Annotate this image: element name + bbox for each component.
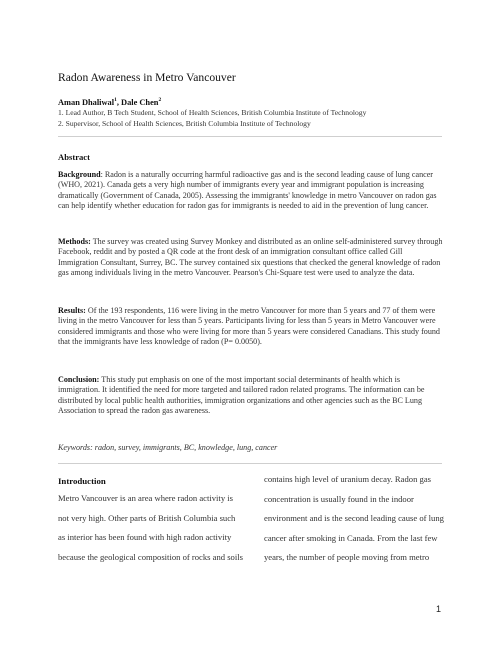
abstract-background xyxy=(58,170,444,212)
paragraph-label: Results: xyxy=(58,306,86,315)
paragraph-text: This study put emphasis on one of the most important social determinants of health which is immigration. It identified the need for more targeted and tailored radon related programs. The information can be distributed by local public health authorities, immigration organizations and other agencies such as the BC Lung Association to spread the radon gas awareness. xyxy=(58,375,425,416)
page-number: 1 xyxy=(436,604,442,614)
section-divider xyxy=(58,463,442,464)
author-name: Aman Dhaliwal xyxy=(58,97,115,107)
paragraph-label: Background xyxy=(58,170,101,179)
affiliation: 2. Supervisor, School of Health Sciences, British Columbia Institute of Technology xyxy=(58,119,311,128)
affiliation: 1. Lead Author, B Tech Student, School of Health Sciences, British Columbia Institute of Technology xyxy=(58,108,367,117)
abstract-heading: Abstract xyxy=(58,152,90,162)
author-name: Dale Chen xyxy=(121,97,159,107)
introduction-right-column: contains high level of uranium decay. Radon gas concentration is usually found in the indoor environment and is the second leading cause of lung cancer after smoking in Canada. From the last few years, the number of people moving from metro xyxy=(264,474,444,562)
keywords: Keywords: radon, survey, immigrants, BC, knowledge, lung, cancer xyxy=(58,443,278,452)
introduction-heading: Introduction xyxy=(58,476,106,486)
abstract-methods xyxy=(58,237,444,279)
paragraph-text: The survey was created using Survey Monkey and distributed as an online self-administered survey through Facebook, reddit and by posted a QR code at the front desk of an immigration consultant office called Gill Immigration Consultant, Surrey, BC. The survey contained six questions that checked the general knowledge of radon gas among individuals living in the metro Vancouver. Pearson's Chi-Square test were used to analyze the data. xyxy=(58,237,443,278)
paper-title: Radon Awareness in Metro Vancouver xyxy=(58,71,236,84)
paragraph-text: : Radon is a naturally occurring harmful radioactive gas and is the second leading cause of lung cancer (WHO, 2021). Canada gets a very high number of immigrants every year and immigrant population is increasing dramatically (Government of Canada, 2005). Assessing the immigrants' knowledge in metro Vancouver on radon gas can help identify whether education for radon gas for immigrants is needed to aid in the prevention of lung cancer. xyxy=(58,170,437,211)
abstract-conclusion xyxy=(58,375,444,417)
section-divider xyxy=(58,136,442,137)
author-superscript: 2 xyxy=(158,97,162,103)
author-list xyxy=(58,97,161,107)
paragraph-text: Of the 193 respondents, 116 were living in the metro Vancouver for more than 5 years and 77 of them were living in the metro Vancouver for less than 5 years. Participants living for less than 5 years in Metro Vancouver were considered immigrants and those who were living for more than 5 years were considered Canadians. This study found that the immigrants have less knowledge of radon (P= 0.0050). xyxy=(58,306,440,347)
introduction-left-column: Metro Vancouver is an area where radon activity is not very high. Other parts of British Columbia such as interior has been found with high radon activity because the geological composition of rocks and soils xyxy=(58,493,243,562)
author-separator: , xyxy=(116,97,122,107)
abstract-results xyxy=(58,306,444,348)
paragraph-label: Conclusion: xyxy=(58,375,100,384)
author-superscript: 1 xyxy=(114,97,117,103)
paragraph-label: Methods: xyxy=(58,237,91,246)
